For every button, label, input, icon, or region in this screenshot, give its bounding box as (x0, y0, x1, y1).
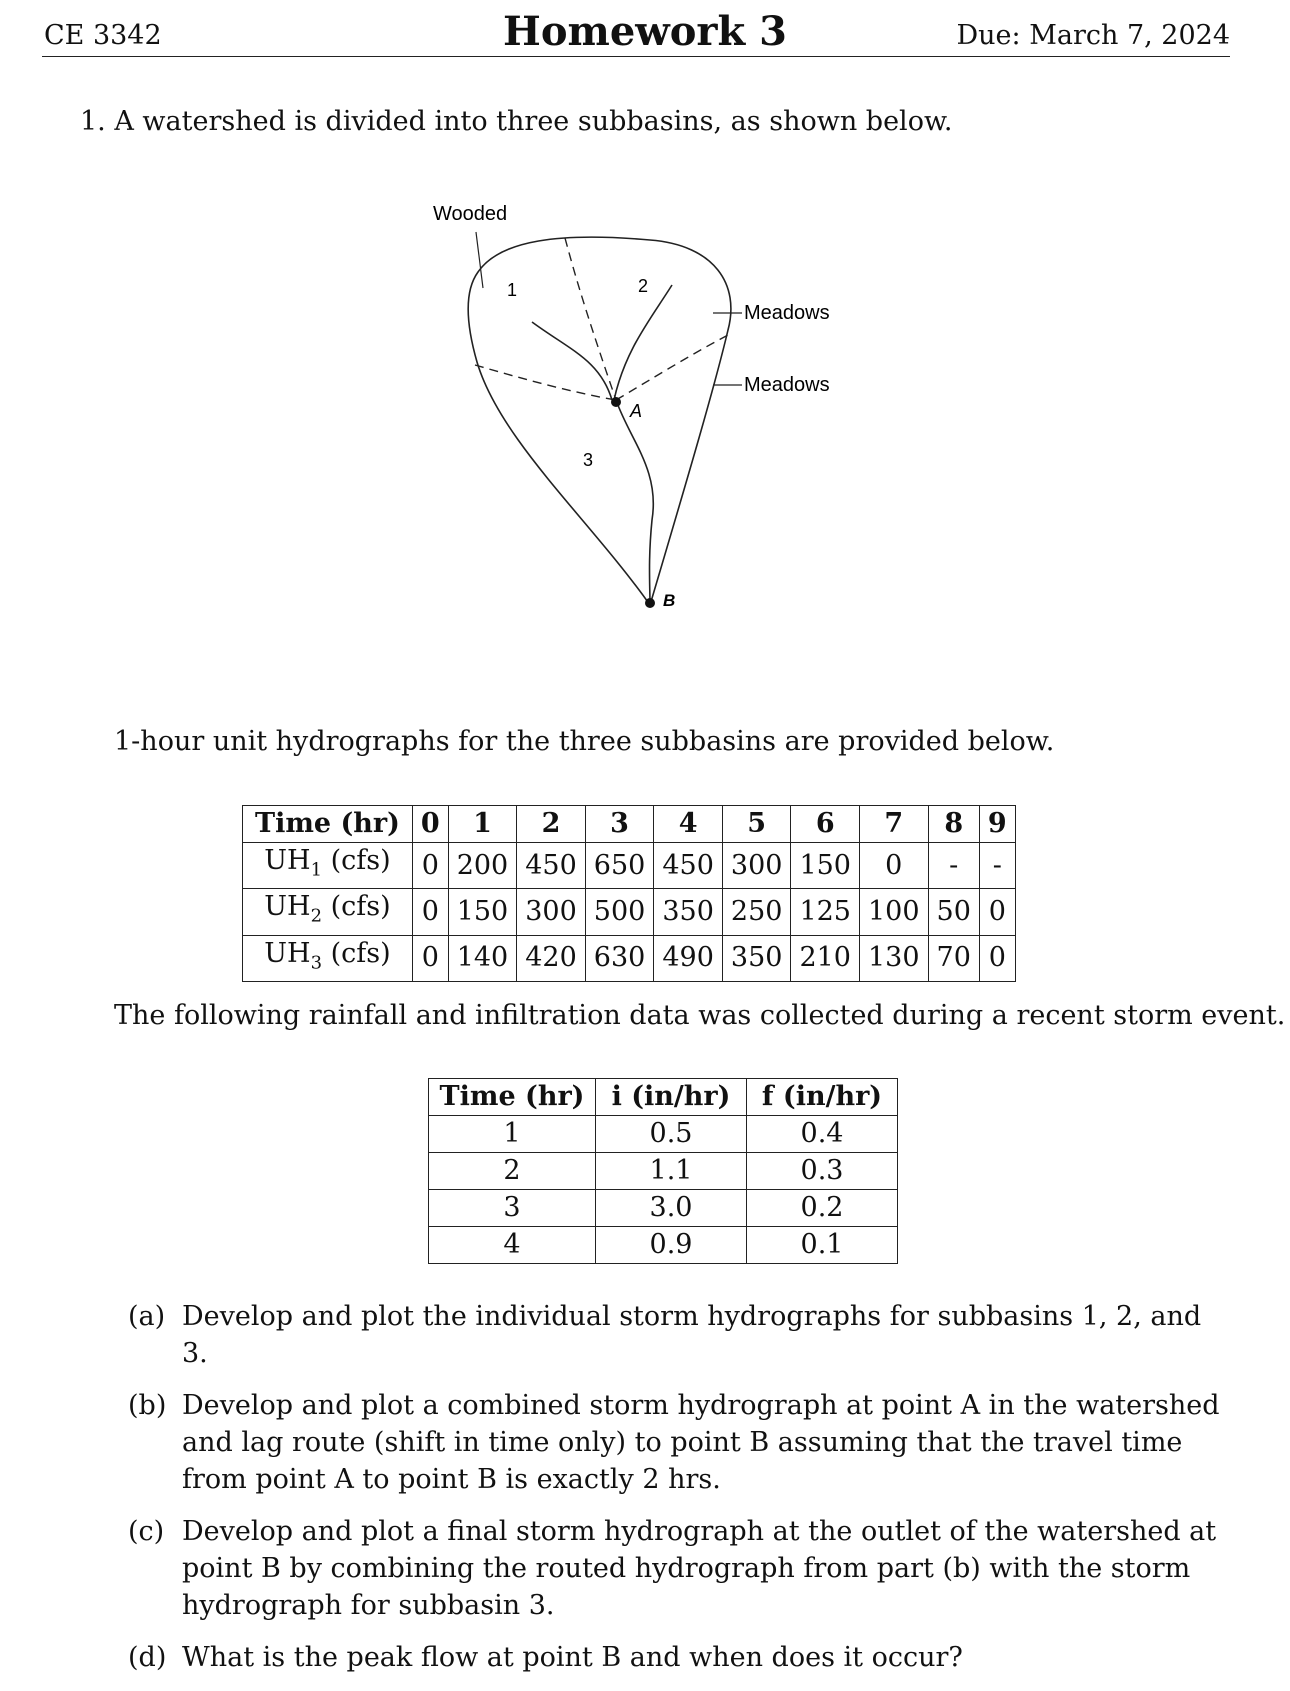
uh-row-label: $UH_2$ (cfs) (243, 889, 413, 935)
wooded-leader (476, 232, 483, 288)
rain-table-row (429, 1190, 898, 1227)
meadows-upper-label: Meadows (744, 302, 830, 324)
uh-value-cell: - (928, 843, 979, 889)
rain-cell: 4 (429, 1227, 596, 1264)
uh-value-cell: 350 (722, 935, 791, 981)
due-date: Due: March 7, 2024 (956, 20, 1230, 51)
subbasin-2-label: 2 (638, 276, 649, 296)
rain-cell: 3 (429, 1190, 596, 1227)
uh-time-label: Time (hr) (243, 806, 413, 843)
rain-cell: 0.3 (747, 1153, 898, 1190)
uh-time-cell: 8 (928, 806, 979, 843)
part-d (128, 1639, 1232, 1676)
uh-value-cell: 130 (859, 935, 928, 981)
rain-cell: 0.1 (747, 1227, 898, 1264)
question-parts (128, 1298, 1232, 1691)
rain-cell: 1 (429, 1116, 596, 1153)
uh-value-cell: 0 (412, 935, 448, 981)
uh-value-cell: 150 (791, 843, 860, 889)
uh-time-cell: 4 (654, 806, 723, 843)
wooded-label: Wooded (433, 203, 508, 225)
uh-value-cell: 450 (654, 843, 723, 889)
rain-cell: 1.1 (596, 1153, 747, 1190)
rain-table-row (429, 1153, 898, 1190)
rain-cell: 0.9 (596, 1227, 747, 1264)
rain-cell: 2 (429, 1153, 596, 1190)
uh-table (242, 805, 1016, 982)
rain-intro: The following rainfall and infiltration data was collected during a recent storm event. (114, 1000, 1286, 1031)
uh-value-cell: 0 (979, 935, 1015, 981)
rain-cell: 0.5 (596, 1116, 747, 1153)
rain-header-infiltration: f (in/hr) (747, 1079, 898, 1116)
divide-1-2 (565, 238, 616, 400)
part-c (128, 1513, 1232, 1624)
uh-intro: 1-hour unit hydrographs for the three subbasins are provided below. (114, 726, 1055, 757)
header-rule (42, 56, 1230, 57)
uh-value-cell: 500 (585, 889, 654, 935)
stream-1 (532, 322, 612, 400)
uh-value-cell: 630 (585, 935, 654, 981)
rain-cell: 0.2 (747, 1190, 898, 1227)
part-label: (b) (128, 1390, 167, 1421)
part-a (128, 1298, 1232, 1372)
uh-value-cell: 100 (859, 889, 928, 935)
problem-intro: 1. A watershed is divided into three subbasins, as shown below. (80, 106, 953, 137)
uh-value-cell: 300 (722, 843, 791, 889)
meadows-lower-label: Meadows (744, 374, 830, 396)
uh-value-cell: 70 (928, 935, 979, 981)
part-label: (a) (128, 1301, 166, 1332)
course-code: CE 3342 (44, 20, 162, 51)
rain-table-row (429, 1116, 898, 1153)
uh-table-row (243, 935, 1016, 981)
uh-value-cell: 210 (791, 935, 860, 981)
point-b-label: B (663, 591, 676, 610)
rain-table-header-row (429, 1079, 898, 1116)
point-a-label: A (630, 401, 643, 421)
main-channel (616, 400, 653, 605)
uh-value-cell: 0 (979, 889, 1015, 935)
uh-value-cell: 250 (722, 889, 791, 935)
uh-row-label: $UH_1$ (cfs) (243, 843, 413, 889)
part-text: Develop and plot a final storm hydrograph at the outlet of the watershed at point B by combining the routed hydrograph from part (b) with the storm hydrograph for subbasin 3. (182, 1516, 1217, 1621)
uh-time-cell: 7 (859, 806, 928, 843)
uh-table-header-row (243, 806, 1016, 843)
part-text: Develop and plot the individual storm hydrographs for subbasins 1, 2, and 3. (182, 1301, 1202, 1369)
uh-value-cell: 50 (928, 889, 979, 935)
subbasin-3-label: 3 (583, 450, 594, 470)
rain-cell: 3.0 (596, 1190, 747, 1227)
part-text: What is the peak flow at point B and when does it occur? (182, 1642, 963, 1673)
uh-value-cell: 0 (412, 889, 448, 935)
divide-2-3 (616, 335, 728, 400)
uh-value-cell: - (979, 843, 1015, 889)
uh-value-cell: 150 (448, 889, 517, 935)
rain-table-row (429, 1227, 898, 1264)
uh-time-cell: 1 (448, 806, 517, 843)
stream-2 (614, 285, 672, 400)
uh-value-cell: 300 (517, 889, 586, 935)
uh-value-cell: 350 (654, 889, 723, 935)
rain-header-intensity: i (in/hr) (596, 1079, 747, 1116)
rain-header-time: Time (hr) (429, 1079, 596, 1116)
part-label: (d) (128, 1642, 167, 1673)
divide-1-3 (475, 365, 616, 400)
uh-time-cell: 0 (412, 806, 448, 843)
rain-table (428, 1078, 898, 1264)
uh-time-cell: 3 (585, 806, 654, 843)
uh-value-cell: 200 (448, 843, 517, 889)
part-label: (c) (128, 1516, 165, 1547)
uh-time-cell: 5 (722, 806, 791, 843)
point-b-marker (645, 598, 655, 608)
watershed-figure (420, 190, 860, 630)
uh-table-row (243, 843, 1016, 889)
uh-value-cell: 490 (654, 935, 723, 981)
uh-value-cell: 650 (585, 843, 654, 889)
uh-table-row (243, 889, 1016, 935)
uh-time-cell: 6 (791, 806, 860, 843)
subbasin-1-label: 1 (507, 280, 518, 300)
point-a-marker (611, 397, 621, 407)
uh-value-cell: 450 (517, 843, 586, 889)
rain-cell: 0.4 (747, 1116, 898, 1153)
uh-value-cell: 0 (412, 843, 448, 889)
uh-value-cell: 420 (517, 935, 586, 981)
uh-time-cell: 9 (979, 806, 1015, 843)
uh-row-label: $UH_3$ (cfs) (243, 935, 413, 981)
uh-value-cell: 125 (791, 889, 860, 935)
page-title: Homework 3 (503, 8, 787, 55)
uh-value-cell: 0 (859, 843, 928, 889)
uh-value-cell: 140 (448, 935, 517, 981)
part-b (128, 1387, 1232, 1498)
part-text: Develop and plot a combined storm hydrograph at point A in the watershed and lag route (shift in time only) to point B assuming that the travel time from point A to point B is exactly 2 hrs. (182, 1390, 1220, 1495)
uh-time-cell: 2 (517, 806, 586, 843)
